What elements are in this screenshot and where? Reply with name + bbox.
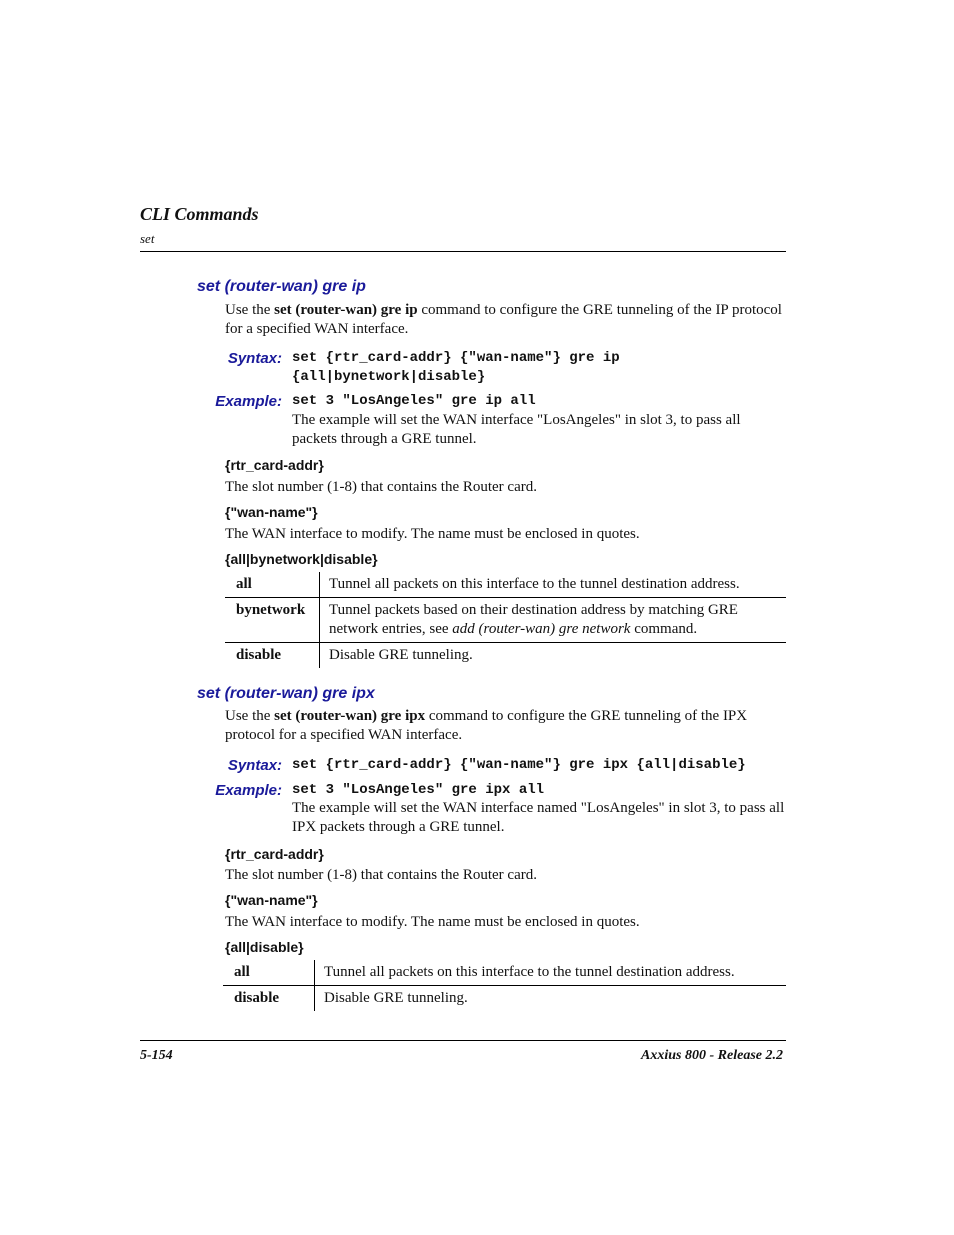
param-description: The slot number (1-8) that contains the Router card. [225,867,537,883]
option-value: Tunnel all packets on this interface to the tunnel destination address. [324,964,735,980]
section-heading-gre-ipx: set (router-wan) gre ipx [197,685,375,702]
option-key: all [223,960,315,985]
options-table [225,572,786,668]
option-value: Tunnel packets based on their destination address by matching GRE network entries, see add (router-wan) gre network command. [329,602,738,637]
example-label: Example: [215,782,282,799]
example-code: set 3 "LosAngeles" gre ipx all [292,782,545,798]
options-heading: {all|bynetwork|disable} [225,551,378,567]
param-name: {"wan-name"} [225,504,318,520]
option-key: all [225,572,320,597]
product-release: Axxius 800 - Release 2.2 [641,1048,783,1063]
table-row [225,572,786,597]
syntax-label: Syntax: [227,757,282,774]
param-description: The slot number (1-8) that contains the Router card. [225,479,537,495]
param-name: {rtr_card-addr} [225,846,324,862]
option-key: disable [223,986,315,1011]
options-table [223,960,786,1011]
section-intro: Use the set (router-wan) gre ipx command to configure the GRE tunneling of the IPX protocol for a specified WAN interface. [225,708,748,743]
chapter-subtitle: set [140,231,155,246]
param-name: {rtr_card-addr} [225,457,324,473]
option-value: Disable GRE tunneling. [329,647,473,663]
section-intro: Use the set (router-wan) gre ip command to configure the GRE tunneling of the IP protocol for a specified WAN interface. [225,302,782,337]
param-description: The WAN interface to modify. The name must be enclosed in quotes. [225,914,640,930]
page-number: 5-154 [140,1048,173,1063]
option-value: Tunnel all packets on this interface to the tunnel destination address. [329,576,740,592]
table-row [225,597,786,642]
header-rule [140,251,786,252]
example-code: set 3 "LosAngeles" gre ip all [292,393,536,409]
chapter-title: CLI Commands [140,204,259,224]
param-name: {"wan-name"} [225,892,318,908]
option-value: Disable GRE tunneling. [324,990,468,1006]
option-key: bynetwork [225,598,320,642]
options-heading: {all|disable} [225,939,304,955]
section-heading-gre-ip: set (router-wan) gre ip [197,278,366,295]
example-description: The example will set the WAN interface named "LosAngeles" in slot 3, to pass all IPX packets through a GRE tunnel. [292,800,785,835]
footer-rule [140,1040,786,1041]
example-description: The example will set the WAN interface "LosAngeles" in slot 3, to pass all packets through a GRE tunnel. [292,412,741,447]
table-row [223,985,786,1011]
table-row [225,642,786,668]
syntax-code-line-2: {all|bynetwork|disable} [292,369,486,385]
table-row [223,960,786,985]
syntax-code-line-1: set {rtr_card-addr} {"wan-name"} gre ipx {all|disable} [292,757,746,773]
example-label: Example: [215,393,282,410]
syntax-code-line-1: set {rtr_card-addr} {"wan-name"} gre ip [292,350,620,366]
option-key: disable [225,643,320,668]
param-description: The WAN interface to modify. The name must be enclosed in quotes. [225,526,640,542]
syntax-label: Syntax: [227,350,282,367]
